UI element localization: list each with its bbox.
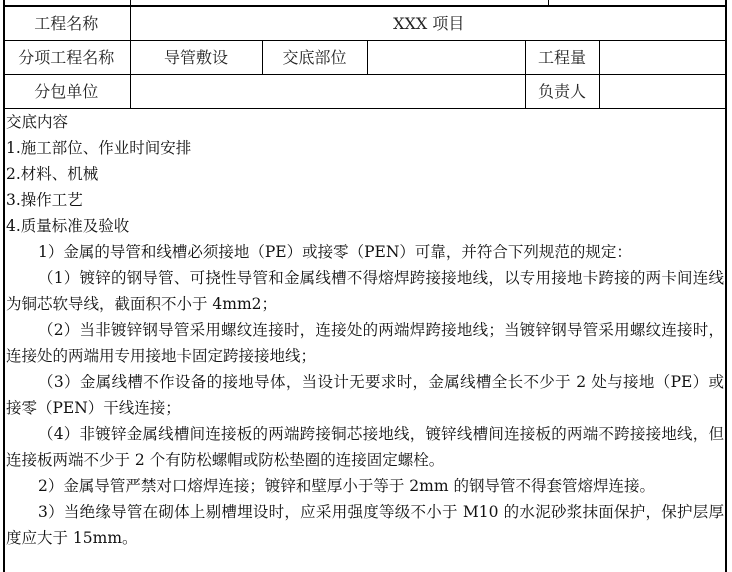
column-tick (130, 0, 131, 7)
disclosure-content (6, 109, 724, 551)
list-item: 2.材料、机械 (6, 165, 99, 183)
quantity-value (599, 41, 727, 75)
content-heading: 交底内容 (6, 113, 69, 131)
project-name-label: 工程名称 (3, 7, 130, 41)
sub-project-value: 导管敷设 (130, 41, 262, 75)
disclosure-part-value (367, 41, 525, 75)
quantity-label: 工程量 (525, 41, 599, 75)
list-item: 4.质量标准及验收 (6, 217, 130, 235)
list-item: 1.施工部位、作业时间安排 (6, 139, 192, 157)
paragraph: （3）金属线槽不作设备的接地导体，当设计无要求时，金属线槽全长不少于 2 处与接地（PE）或接零（PEN）干线连接； (6, 373, 724, 417)
header-table (3, 7, 727, 109)
disclosure-part-label: 交底部位 (262, 41, 367, 75)
sub-project-label: 分项工程名称 (3, 41, 130, 75)
paragraph: 2）金属导管严禁对口熔焊连接；镀锌和壁厚小于等于 2mm 的钢导管不得套管熔焊连接。 (38, 477, 655, 495)
paragraph: （2）当非镀锌钢导管采用螺纹连接时，连接处的两端焊跨接地线；当镀锌钢导管采用螺纹连接时，连接处的两端用专用接地卡固定跨接接地线； (6, 321, 724, 365)
responsible-value (599, 75, 727, 109)
paragraph: 1）金属的导管和线槽必须接地（PE）或接零（PEN）可靠，并符合下列规范的规定： (38, 243, 632, 261)
project-name-value: XXX 项目 (130, 7, 727, 41)
header-row (3, 75, 727, 109)
list-item: 3.操作工艺 (6, 191, 83, 209)
paragraph: （1）镀锌的钢导管、可挠性导管和金属线槽不得熔焊跨接接地线，以专用接地卡跨接的两卡间连线为铜芯软导线，截面积不小于 4mm2； (6, 269, 724, 313)
paragraph: （4）非镀锌金属线槽间连接板的两端跨接铜芯接地线，镀锌线槽间连接板的两端不跨接接地线，但连接板两端不少于 2 个有防松螺帽或防松垫圈的连接固定螺栓。 (6, 425, 724, 469)
top-border (3, 0, 727, 7)
header-row (3, 7, 727, 41)
paragraph: 3）当绝缘导管在砌体上剔槽埋设时，应采用强度等级不小于 M10 的水泥砂浆抹面保护，保护层厚度应大于 15mm。 (6, 503, 724, 547)
responsible-label: 负责人 (525, 75, 599, 109)
subcontractor-value (130, 75, 525, 109)
column-tick (548, 0, 549, 7)
subcontractor-label: 分包单位 (3, 75, 130, 109)
header-row (3, 41, 727, 75)
